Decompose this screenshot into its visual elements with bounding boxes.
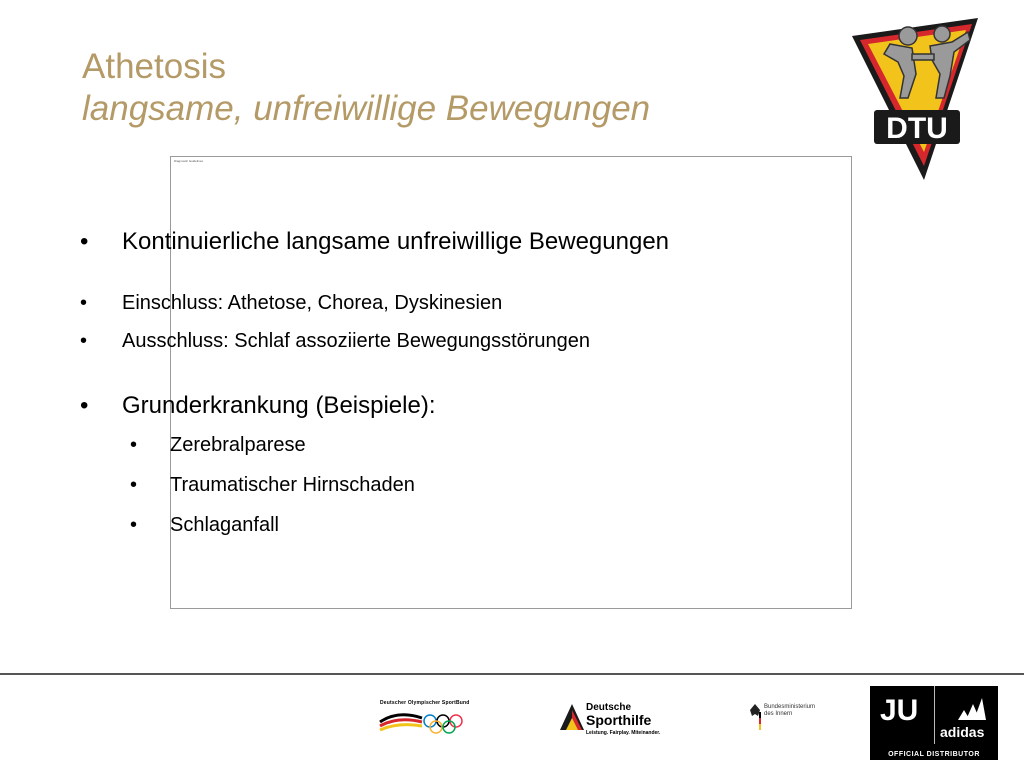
bullet-dot: • [130,474,138,496]
federal-eagle-icon [748,702,762,732]
bullet-text: Zerebralparese [170,434,306,456]
adidas-stripes-icon [956,696,986,720]
bullet-text: Einschluss: Athetose, Chorea, Dyskinesien [122,292,503,314]
dosb-name: Deutscher Olympischer SportBund [380,700,470,706]
bmi-logo [748,702,828,732]
adidas-wordmark: adidas [940,724,985,740]
svg-text:DTU: DTU [886,112,948,145]
slide-title [82,46,650,130]
bullet-text: Ausschluss: Schlaf assoziierte Bewegungsstörungen [122,330,591,352]
bullet-text: Grunderkrankung (Beispiele): [122,392,436,419]
ju-distributor-label: OFFICIAL DISTRIBUTOR [888,751,980,758]
dtu-logo [850,14,980,182]
title-subtitle: langsame, unfreiwillige Bewegungen [82,89,651,128]
bullet-text: Schlaganfall [170,514,279,536]
bmi-text [764,704,815,718]
dtu-logo-text [874,110,960,145]
sporthilfe-logo [560,702,668,738]
dosb-logo [378,700,470,738]
bullet-dot: • [80,292,88,314]
bullet-dot: • [80,228,89,255]
ju-mark: JU [880,694,919,727]
olympic-rings-icon [378,708,470,738]
bmi-line2: des Innern [764,711,793,717]
sporthilfe-triangle-icon [560,704,584,730]
embedded-frame [170,156,852,609]
bullet-dot: • [80,330,88,352]
bullet-dot: • [80,392,89,419]
sporthilfe-line1: Deutsche [586,702,632,713]
sporthilfe-line2: Sporthilfe [586,712,652,728]
frame-caption: Diagnostic Guidelines [174,159,204,163]
bullet-dot: • [130,434,138,456]
bullet-text: Kontinuierliche langsame unfreiwillige Bewegungen [122,228,670,255]
bmi-line1: Bundesministerium [764,704,816,710]
footer-divider [0,673,1024,675]
title-main: Athetosis [82,47,226,86]
bullet-text: Traumatischer Hirnschaden [170,474,415,496]
ju-adidas-logo [870,686,998,760]
sporthilfe-tagline: Leistung. Fairplay. Miteinander. [586,730,661,736]
logo-separator [934,686,935,744]
bullet-dot: • [130,514,138,536]
